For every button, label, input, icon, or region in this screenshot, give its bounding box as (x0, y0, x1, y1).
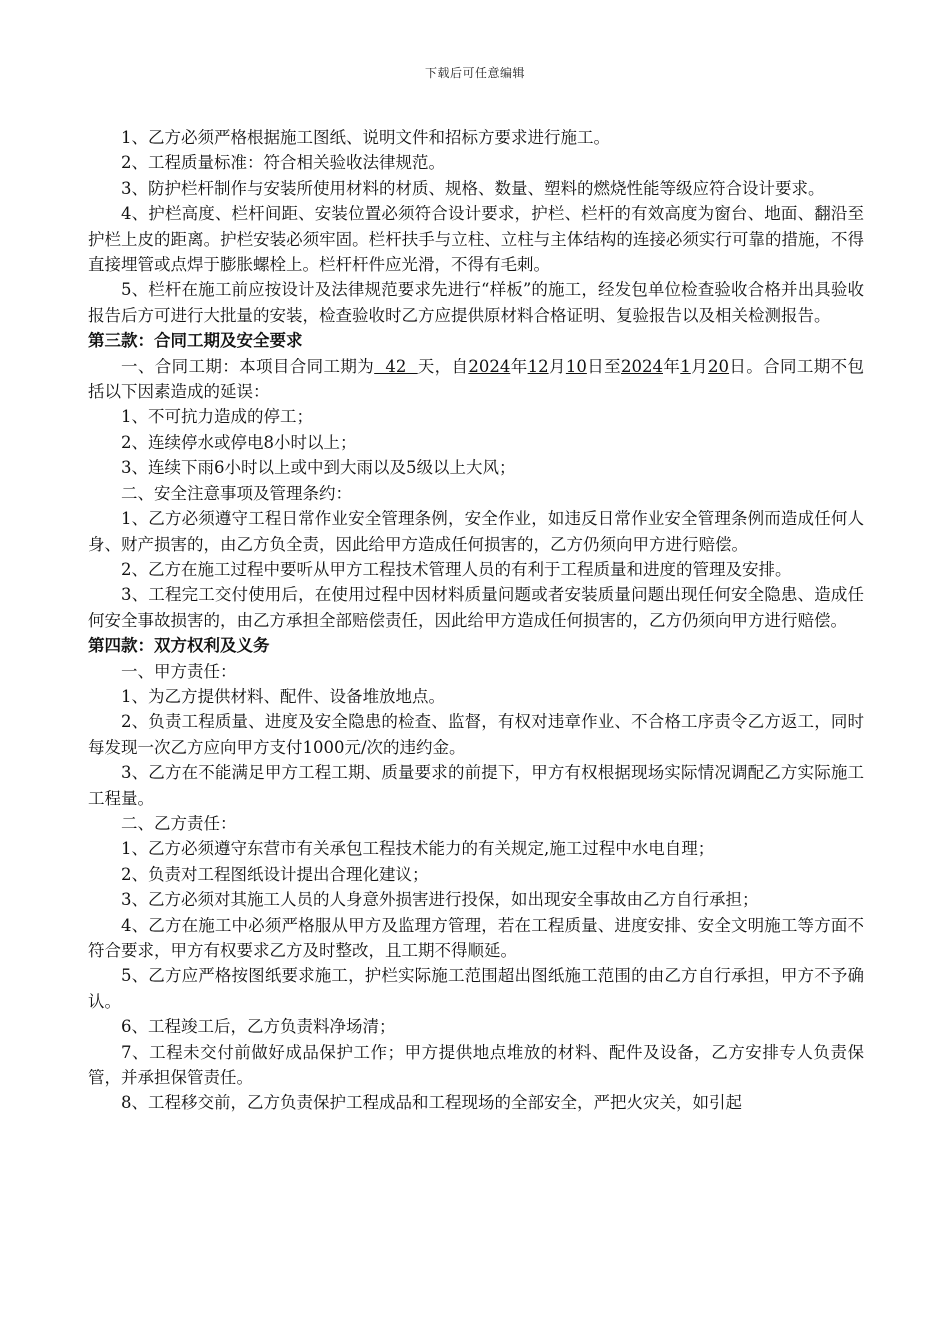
delay-item: 1、不可抗力造成的停工； (121, 407, 313, 427)
party-b-item: 5、乙方应严格按图纸要求施工，护栏实际施工范围超出图纸施工范围的由乙方自行承担，甲方不予确认。 (88, 966, 864, 1011)
end-char: 日。合同工期不包括以下因素造成的延误： (88, 356, 865, 402)
party-b-item: 8、工程移交前，乙方负责保护工程成品和工程现场的全部安全，严把火灾关，如引起 (121, 1093, 742, 1113)
month-char: 月 (548, 356, 566, 376)
delay-item: 3、连续下雨6小时以上或中到大雨以及5级以上大风； (121, 458, 516, 478)
start-month: 12 (527, 356, 549, 376)
contract-period-paragraph (88, 354, 864, 405)
clause-paragraph: 4、护栏高度、栏杆间距、安装位置必须符合设计要求，护栏、栏杆的有效高度为窗台、地面、翻沿至护栏上皮的距离。护栏安装必须牢固。栏杆扶手与立柱、立柱与主体结构的连接必须实行可靠的措施，不得直接埋管或点焊于膨胀螺栓上。栏杆杆件应光滑，不得有毛刺。 (88, 204, 864, 275)
clause-paragraph: 1、乙方必须严格根据施工图纸、说明文件和招标方要求进行施工。 (121, 128, 610, 147)
year-char-2: 年 (663, 356, 681, 376)
end-month: 1 (680, 356, 691, 376)
party-b-item: 3、乙方必须对其施工人员的人身意外损害进行投保，如出现安全事故由乙方自行承担； (121, 890, 759, 910)
period-days-suffix: 天，自 (417, 356, 469, 376)
clause-paragraph: 3、防护栏杆制作与安装所使用材料的材质、规格、数量、塑料的燃烧性能等级应符合设计要求。 (121, 178, 825, 198)
party-b-item: 7、工程未交付前做好成品保护工作；甲方提供地点堆放的材料、配件及设备，乙方安排专人负责保管，并承担保管责任。 (88, 1042, 864, 1088)
safety-item: 2、乙方在施工过程中要听从甲方工程技术管理人员的有利于工程质量和进度的管理及安排。 (121, 559, 792, 579)
end-year: 2024 (621, 356, 663, 376)
party-b-item: 4、乙方在施工中必须严格服从甲方及监理方管理，若在工程质量、进度安排、安全文明施工等方面不符合要求，甲方有权要求乙方及时整改，且工期不得顺延。 (88, 915, 864, 960)
party-a-item: 1、为乙方提供材料、配件、设备堆放地点。 (121, 686, 445, 706)
period-days: 42 (374, 356, 418, 376)
party-b-item: 2、负责对工程图纸设计提出合理化建议； (121, 864, 429, 884)
party-a-item: 3、乙方在不能满足甲方工程工期、质量要求的前提下，甲方有权根据现场实际情况调配乙方实际施工工程量。 (88, 763, 864, 808)
clause-paragraph: 5、栏杆在施工前应按设计及法律规范要求先进行“样板”的施工，经发包单位检查验收合格并出具验收报告后方可进行大批量的安装，检查验收时乙方应提供原材料合格证明、复验报告以及相关检测报告。 (88, 280, 864, 325)
clause-paragraph: 2、工程质量标准：符合相关验收法律规范。 (121, 153, 445, 173)
section-heading-3: 第三款：合同工期及安全要求 (88, 331, 303, 351)
safety-subheading: 二、安全注意事项及管理条约： (121, 483, 352, 503)
start-year: 2024 (468, 356, 511, 376)
year-char: 年 (510, 356, 528, 376)
month-char-2: 月 (690, 356, 709, 376)
party-a-item: 2、负责工程质量、进度及安全隐患的检查、监督，有权对违章作业、不合格工序责令乙方返工，同时每发现一次乙方应向甲方支付1000元/次的违约金。 (88, 712, 864, 757)
day-char: 日至 (586, 356, 621, 376)
party-a-subheading: 一、甲方责任： (121, 661, 237, 681)
end-day: 20 (708, 356, 730, 376)
party-b-item: 1、乙方必须遵守东营市有关承包工程技术能力的有关规定,施工过程中水电自理； (121, 839, 715, 859)
delay-item: 2、连续停水或停电8小时以上； (121, 432, 357, 452)
safety-item: 3、工程完工交付使用后，在使用过程中因材料质量问题或者安装质量问题出现任何安全隐患、造成任何安全事故损害的，由乙方承担全部赔偿责任，因此给甲方造成任何损害的，乙方仍须向甲方进行赔偿。 (88, 585, 864, 630)
period-prefix: 一、合同工期：本项目合同工期为 (121, 356, 375, 376)
safety-item: 1、乙方必须遵守工程日常作业安全管理条例，安全作业，如违反日常作业安全管理条例而造成任何人身、财产损害的，由乙方负全责，因此给甲方造成任何损害的，乙方仍须向甲方进行赔偿。 (88, 509, 864, 554)
page-header: 下载后可任意编辑 (424, 66, 525, 80)
party-b-subheading: 二、乙方责任： (121, 813, 237, 833)
document-body (88, 125, 864, 1116)
party-b-item: 6、工程竣工后，乙方负责料净场清； (121, 1017, 396, 1037)
section-heading-4: 第四款：双方权利及义务 (88, 636, 270, 656)
start-day: 10 (565, 356, 587, 376)
